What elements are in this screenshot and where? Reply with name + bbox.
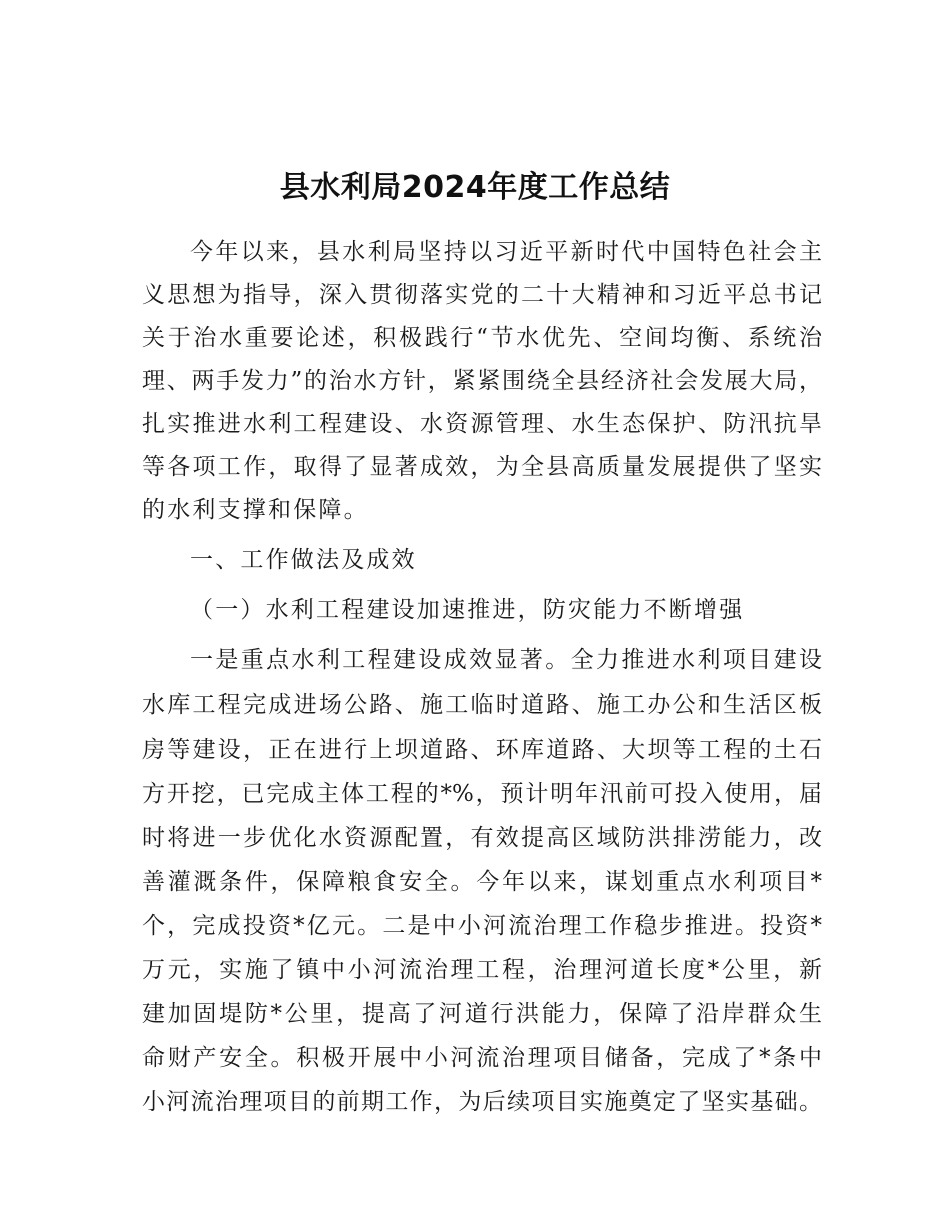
subsection-heading: （一）水利工程建设加速推进，防灾能力不断增强	[190, 597, 745, 623]
paragraph-line: 一是重点水利工程建设成效显著。全力推进水利项目建设	[190, 647, 822, 673]
paragraph-line: 理、两手发力”的治水方针，紧紧围绕全县经济社会发展大局，	[142, 368, 822, 394]
paragraph-line: 方开挖，已完成主体工程的*%，预计明年汛前可投入使用，届	[142, 781, 822, 807]
paragraph-line: 水库工程完成进场公路、施工临时道路、施工办公和生活区板	[142, 692, 822, 718]
paragraph-line: 关于治水重要论述，积极践行“节水优先、空间均衡、系统治	[142, 325, 822, 351]
document-title: 县水利局2024年度工作总结	[279, 170, 671, 205]
paragraph-line: 义思想为指导，深入贯彻落实党的二十大精神和习近平总书记	[142, 282, 822, 308]
paragraph-line: 小河流治理项目的前期工作，为后续项目实施奠定了坚实基础。	[142, 1089, 822, 1115]
paragraph-line: 时将进一步优化水资源配置，有效提高区域防洪排涝能力，改	[142, 825, 822, 851]
paragraph-line: 等各项工作，取得了显著成效，为全县高质量发展提供了坚实	[142, 454, 822, 480]
paragraph-line: 命财产安全。积极开展中小河流治理项目储备，完成了*条中	[142, 1045, 822, 1071]
paragraph-line: 今年以来，县水利局坚持以习近平新时代中国特色社会主	[190, 239, 822, 265]
paragraph-line: 的水利支撑和保障。	[142, 497, 369, 523]
paragraph-line: 建加固堤防*公里，提高了河道行洪能力，保障了沿岸群众生	[142, 1001, 822, 1027]
paragraph-line: 万元，实施了镇中小河流治理工程，治理河道长度*公里，新	[142, 957, 822, 983]
paragraph-line: 个，完成投资*亿元。二是中小河流治理工作稳步推进。投资*	[142, 913, 822, 939]
paragraph-line: 房等建设，正在进行上坝道路、环库道路、大坝等工程的土石	[142, 737, 822, 763]
section-heading: 一、工作做法及成效	[190, 547, 417, 573]
paragraph-line: 善灌溉条件，保障粮食安全。今年以来，谋划重点水利项目*	[142, 869, 822, 895]
paragraph-line: 扎实推进水利工程建设、水资源管理、水生态保护、防汛抗旱	[142, 411, 822, 437]
